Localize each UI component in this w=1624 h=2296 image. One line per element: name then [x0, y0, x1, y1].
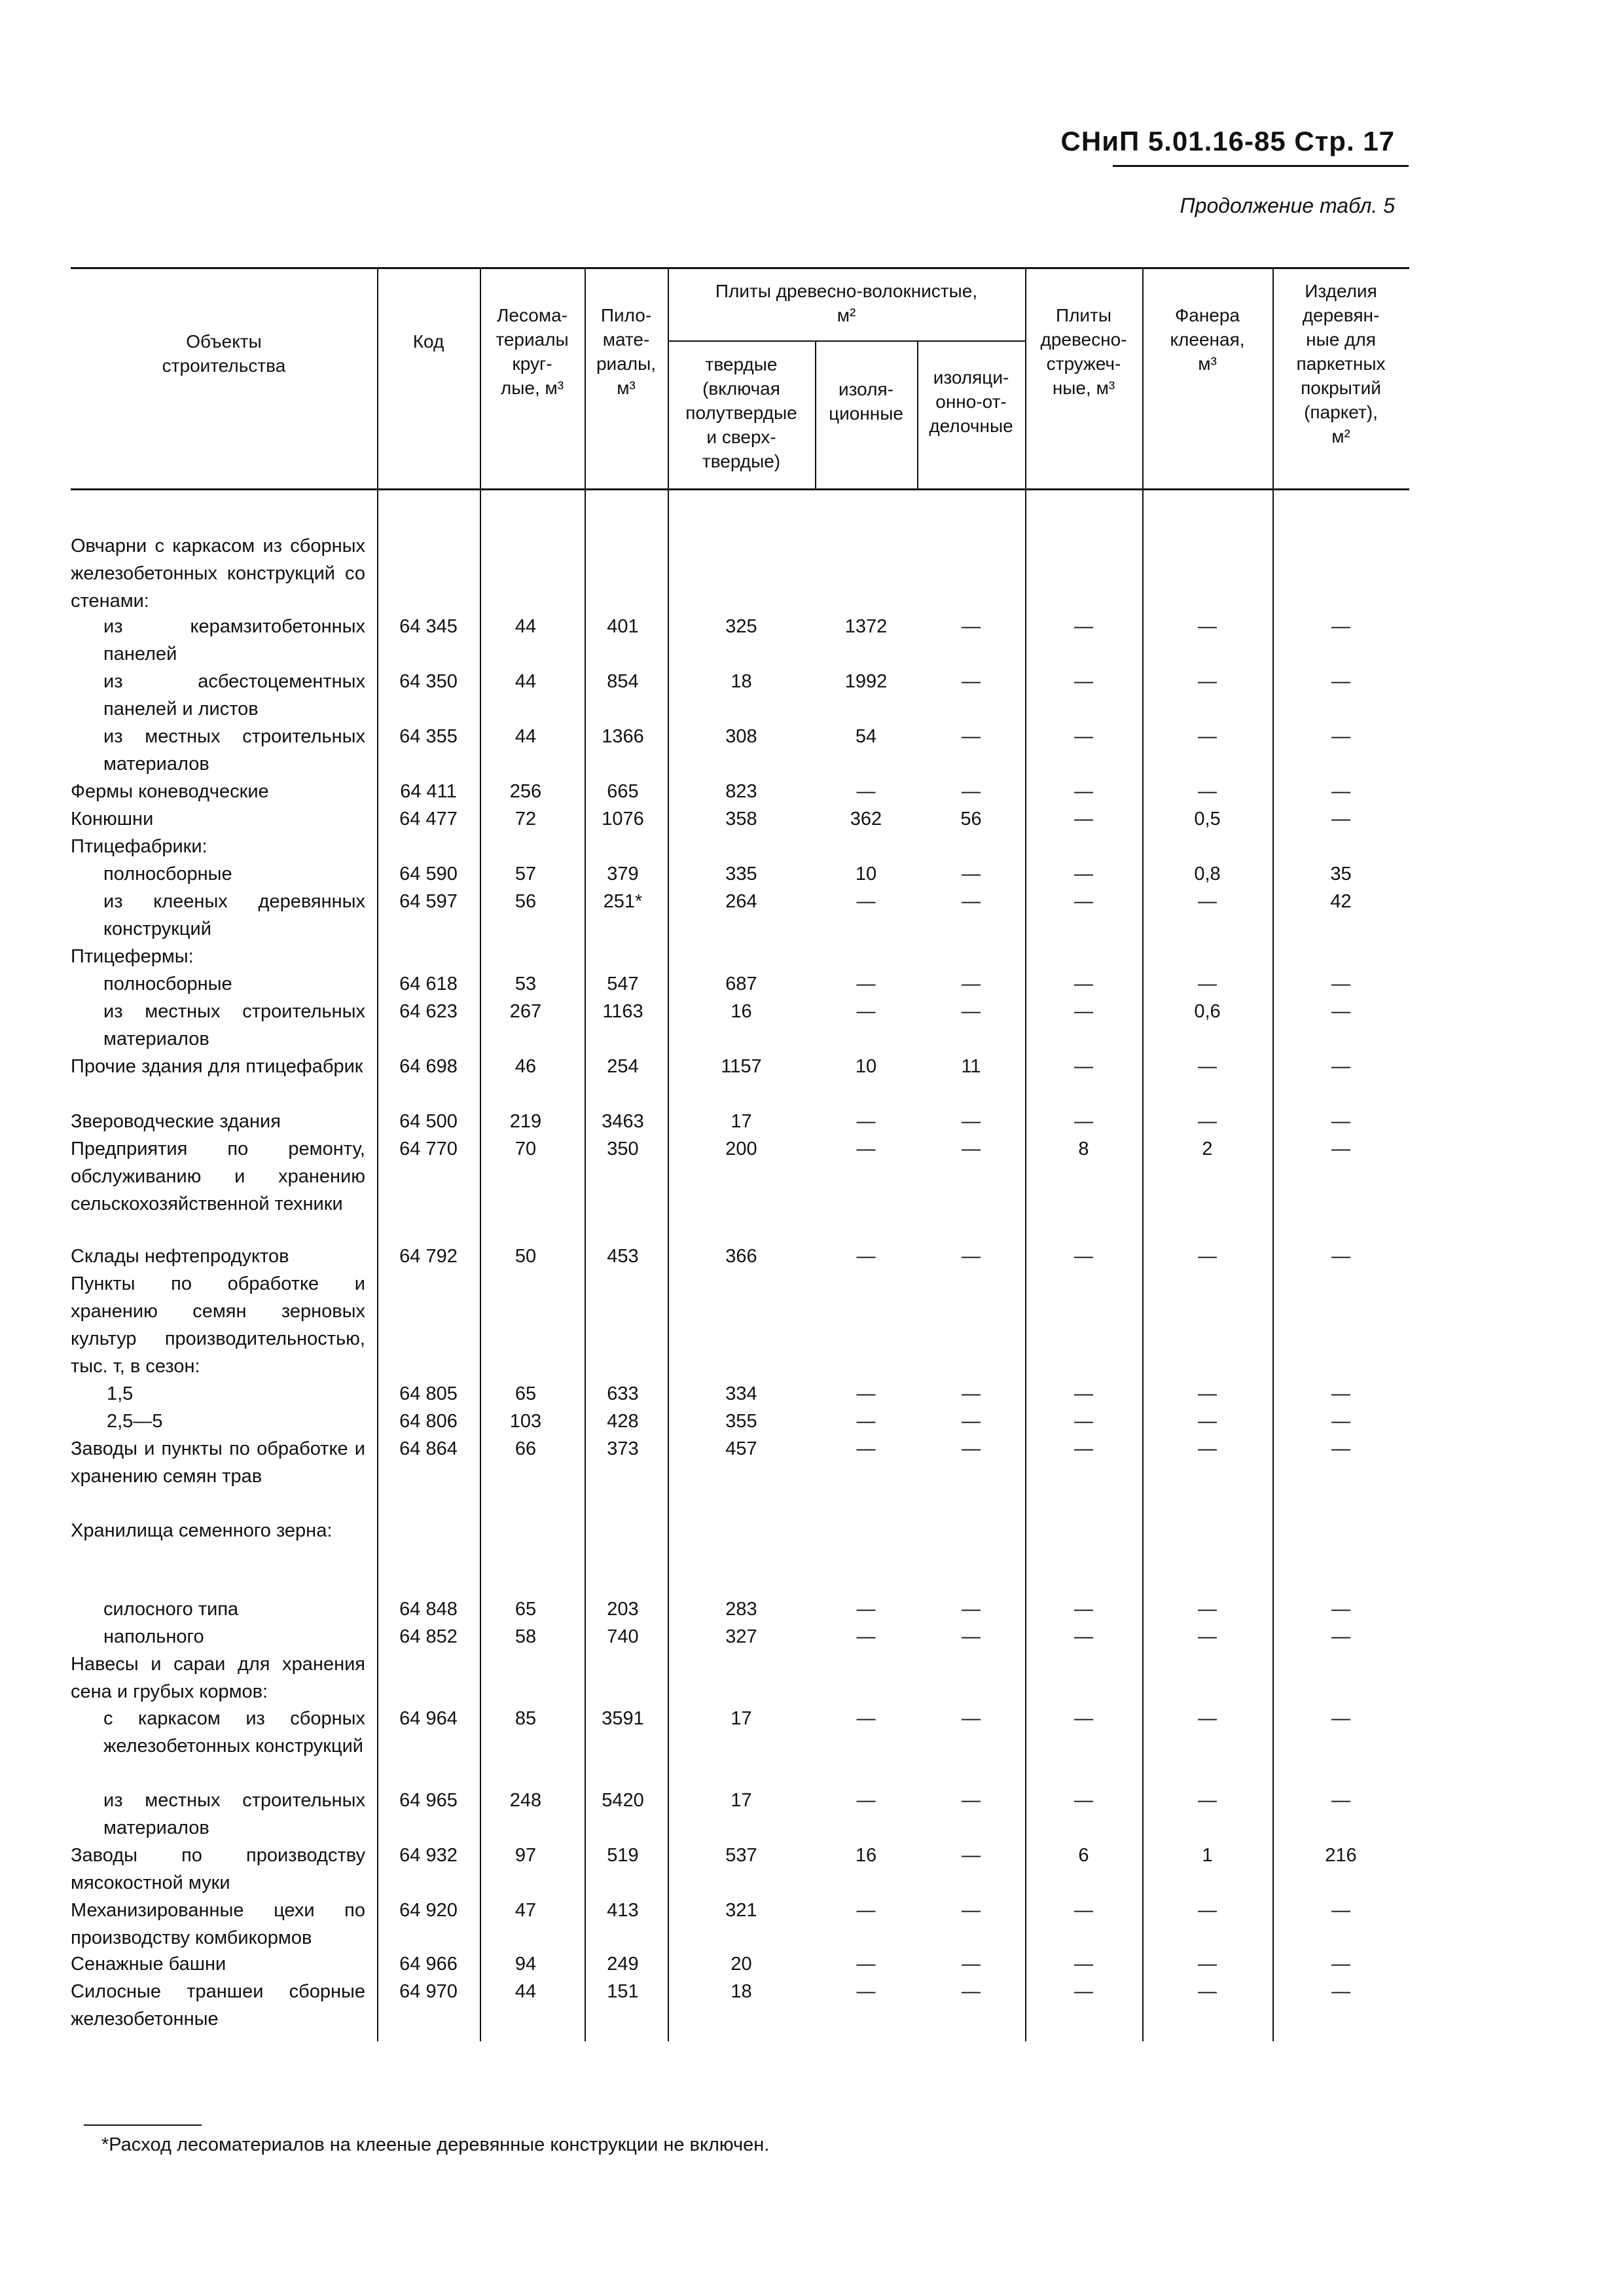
row-code: 64 864: [399, 1438, 458, 1459]
cell-dash: —: [1331, 1111, 1350, 1132]
cell-dash: —: [1074, 974, 1093, 994]
cell-value: 413: [607, 1900, 639, 1921]
cell-value: 216: [1325, 1845, 1357, 1866]
cell-dash: —: [1198, 726, 1217, 747]
cell-dash: —: [856, 891, 876, 912]
cell-dash: —: [1074, 1056, 1093, 1077]
cell-dash: —: [1074, 1411, 1093, 1432]
cell-dash: —: [962, 1708, 981, 1729]
row-label: Предприятия по ремонту, обслуживанию и хранению сельскохозяйственной техники: [71, 1139, 365, 1214]
cell-value: 44: [514, 616, 537, 637]
cell-dash: —: [962, 781, 981, 802]
cell-dash: —: [962, 1900, 981, 1921]
cell-dash: —: [1331, 1954, 1350, 1975]
cell-dash: —: [962, 974, 981, 994]
row-label: 2,5—5: [107, 1411, 163, 1432]
cell-dash: —: [1074, 1981, 1093, 2002]
col-header-particleboard: Плиты древесно- стружеч- ные, м³: [1040, 305, 1127, 398]
cell-dash: —: [1074, 864, 1093, 884]
cell-value: 16: [731, 1001, 752, 1022]
cell-dash: —: [1198, 1900, 1217, 1921]
cell-dash: —: [1331, 1411, 1350, 1432]
row-code: 64 852: [399, 1626, 458, 1647]
cell-dash: —: [856, 1790, 876, 1811]
row-code: 64 805: [399, 1383, 458, 1404]
cell-dash: —: [962, 1981, 981, 2002]
row-code: 64 590: [399, 864, 458, 884]
cell-value: 254: [607, 1056, 639, 1077]
cell-value: 85: [514, 1708, 537, 1729]
cell-value: 57: [514, 864, 537, 884]
cell-value: 0,6: [1194, 1001, 1221, 1022]
row-code: 64 965: [399, 1790, 458, 1811]
row-label: из местных строительных материалов: [103, 1790, 365, 1838]
col-header-insulating: изоля- ционные: [829, 379, 903, 424]
row-label: из клееных деревянных конструкций: [103, 891, 365, 939]
cell-value: 44: [514, 671, 537, 692]
cell-value: 72: [514, 809, 537, 829]
row-code: 64 477: [399, 809, 458, 829]
cell-dash: —: [962, 1246, 981, 1267]
footnote-rule: [84, 2124, 202, 2126]
cell-dash: —: [856, 1383, 876, 1404]
col-header-sawn: Пило- мате- риалы, м³: [596, 305, 657, 398]
cell-dash: —: [856, 1626, 876, 1647]
cell-value: 334: [725, 1383, 757, 1404]
materials-table: [71, 267, 1409, 2041]
cell-dash: —: [1198, 1438, 1217, 1459]
cell-value: 3591: [602, 1708, 644, 1729]
cell-dash: —: [1198, 1599, 1217, 1620]
row-label: Силосные траншеи сборные железобетонные: [71, 1981, 365, 2030]
cell-dash: —: [856, 1708, 876, 1729]
cell-dash: —: [1198, 671, 1217, 692]
cell-dash: —: [962, 1383, 981, 1404]
cell-value: 44: [514, 1981, 537, 2002]
row-label: силосного типа: [103, 1599, 239, 1620]
cell-dash: —: [1074, 1954, 1093, 1975]
row-label: Овчарни с каркасом из сборных железобетонных конструкций со стенами:: [71, 536, 365, 611]
row-code: 64 350: [399, 671, 458, 692]
cell-dash: —: [1331, 781, 1350, 802]
cell-value: 547: [607, 974, 639, 994]
cell-value: 56: [960, 809, 982, 829]
cell-value: 665: [607, 781, 639, 802]
row-code: 64 597: [399, 891, 458, 912]
cell-value: 17: [731, 1111, 752, 1132]
cell-dash: —: [962, 671, 981, 692]
cell-dash: —: [856, 1411, 876, 1432]
cell-value: 740: [607, 1626, 639, 1647]
row-label: из местных строительных материалов: [103, 726, 365, 774]
cell-value: 11: [961, 1056, 981, 1077]
cell-value: 203: [607, 1599, 639, 1620]
cell-dash: —: [1331, 974, 1350, 994]
cell-dash: —: [1074, 809, 1093, 829]
cell-value: 1372: [844, 616, 888, 637]
col-header-code: Код: [412, 331, 444, 352]
row-label: Склады нефтепродуктов: [71, 1246, 289, 1267]
cell-dash: —: [1198, 616, 1217, 637]
cell-value: 537: [725, 1845, 757, 1866]
row-label: Сенажные башни: [71, 1954, 226, 1975]
cell-value: 264: [725, 891, 757, 912]
cell-value: 151: [607, 1981, 639, 2002]
cell-value: 428: [607, 1411, 639, 1432]
cell-value: 20: [731, 1954, 752, 1975]
cell-value: 358: [725, 809, 757, 829]
cell-dash: —: [1198, 1626, 1217, 1647]
col-header-parquet: Изделия деревян- ные для паркетных покрытий (паркет), м²: [1296, 281, 1386, 446]
col-header-plywood: Фанера клееная, м³: [1170, 305, 1245, 374]
row-label: Пункты по обработке и хранению семян зерновых культур производительностью, тыс. т, в сезон:: [71, 1273, 365, 1377]
cell-dash: —: [1331, 1626, 1350, 1647]
cell-dash: —: [1198, 1383, 1217, 1404]
cell-value: 8: [1078, 1139, 1089, 1159]
footnote: *Расход лесоматериалов на клееные деревянные конструкции не включен.: [101, 2134, 770, 2155]
cell-dash: —: [1331, 1599, 1350, 1620]
cell-value: 1366: [602, 726, 644, 747]
row-code: 64 411: [400, 781, 457, 802]
cell-dash: —: [962, 1954, 981, 1975]
cell-value: 10: [855, 1056, 877, 1077]
cell-value: 1163: [602, 1001, 643, 1022]
cell-value: 453: [607, 1246, 639, 1267]
row-code: 64 618: [399, 974, 458, 994]
cell-value: 350: [607, 1139, 639, 1159]
row-label: 1,5: [107, 1383, 134, 1404]
cell-dash: —: [1198, 1954, 1217, 1975]
cell-dash: —: [1074, 1383, 1093, 1404]
cell-value: 58: [514, 1626, 537, 1647]
row-code: 64 848: [399, 1599, 458, 1620]
cell-dash: —: [856, 1900, 876, 1921]
cell-value: 362: [850, 809, 882, 829]
cell-value: 256: [509, 781, 542, 802]
row-code: 64 920: [399, 1900, 458, 1921]
cell-dash: —: [1074, 1708, 1093, 1729]
cell-value: 66: [514, 1438, 537, 1459]
cell-dash: —: [1331, 1383, 1350, 1404]
cell-value: 1992: [844, 671, 888, 692]
cell-value: 457: [725, 1438, 757, 1459]
row-code: 64 806: [399, 1411, 458, 1432]
col-header-roundwood: Лесома- териалы круг- лые, м³: [496, 305, 569, 398]
cell-value: 1: [1202, 1845, 1213, 1866]
cell-dash: —: [1331, 1900, 1350, 1921]
row-code: 64 623: [399, 1001, 458, 1022]
subheader-rule: [668, 340, 1025, 342]
row-code: 64 966: [399, 1954, 458, 1975]
row-code: 64 500: [399, 1111, 458, 1132]
row-code: 64 770: [399, 1139, 458, 1159]
row-code: 64 932: [399, 1845, 458, 1866]
cell-value: 687: [725, 974, 757, 994]
cell-value: 308: [725, 726, 757, 747]
cell-dash: —: [962, 1599, 981, 1620]
cell-dash: —: [962, 864, 981, 884]
cell-value: 321: [725, 1900, 757, 1921]
col-header-hard: твердые (включая полутвердые и сверх- твердые): [685, 354, 797, 471]
cell-dash: —: [962, 1845, 981, 1866]
cell-dash: —: [1074, 726, 1093, 747]
cell-dash: —: [1331, 671, 1350, 692]
cell-value: 366: [725, 1246, 757, 1267]
cell-dash: —: [1198, 781, 1217, 802]
row-code: 64 964: [399, 1708, 458, 1729]
cell-dash: —: [1331, 616, 1350, 637]
cell-value: 1076: [602, 809, 644, 829]
cell-value: 10: [855, 864, 877, 884]
cell-value: 65: [514, 1383, 537, 1404]
cell-value: 46: [514, 1056, 537, 1077]
cell-dash: —: [1198, 1708, 1217, 1729]
cell-value: 94: [514, 1954, 537, 1975]
row-label: из керамзитобетонных панелей: [103, 616, 365, 665]
cell-value: 70: [514, 1139, 537, 1159]
header-rule: [1113, 165, 1409, 167]
cell-value: 519: [607, 1845, 639, 1866]
row-label: полносборные: [103, 974, 232, 994]
cell-value: 3463: [602, 1111, 644, 1132]
cell-value: 18: [731, 671, 752, 692]
table-top-rule: [71, 267, 1409, 269]
cell-dash: —: [1198, 1981, 1217, 2002]
cell-dash: —: [1074, 1001, 1093, 1022]
cell-dash: —: [856, 1246, 876, 1267]
cell-value: 251*: [603, 891, 643, 912]
cell-value: 103: [509, 1411, 542, 1432]
cell-value: 823: [725, 781, 757, 802]
cell-dash: —: [1331, 1708, 1350, 1729]
cell-dash: —: [856, 1438, 876, 1459]
row-code: 64 355: [399, 726, 458, 747]
row-label: полносборные: [103, 864, 232, 884]
cell-value: 283: [725, 1599, 757, 1620]
row-code: 64 698: [399, 1056, 458, 1077]
cell-value: 42: [1330, 891, 1352, 912]
row-label: Хранилища семенного зерна:: [71, 1520, 333, 1541]
cell-dash: —: [1198, 1411, 1217, 1432]
cell-value: 65: [514, 1599, 537, 1620]
cell-value: 18: [731, 1981, 752, 2002]
cell-value: 97: [514, 1845, 537, 1866]
cell-value: 5420: [602, 1790, 644, 1811]
row-label: Птицефабрики:: [71, 836, 208, 857]
cell-dash: —: [1331, 1246, 1350, 1267]
cell-dash: —: [1074, 1599, 1093, 1620]
row-label: Заводы и пункты по обработке и хранению семян трав: [71, 1438, 365, 1487]
cell-dash: —: [856, 1981, 876, 2002]
cell-dash: —: [1331, 1056, 1350, 1077]
cell-dash: —: [1198, 1056, 1217, 1077]
cell-value: 17: [731, 1708, 752, 1729]
cell-value: 6: [1078, 1845, 1089, 1866]
cell-value: 2: [1202, 1139, 1213, 1159]
col-header-insul-finish: изоляци- онно-от- делочные: [929, 367, 1013, 436]
cell-value: 327: [725, 1626, 757, 1647]
cell-dash: —: [856, 781, 876, 802]
row-label: Прочие здания для птицефабрик: [71, 1056, 363, 1077]
row-code: 64 345: [399, 616, 458, 637]
cell-dash: —: [1331, 1139, 1350, 1159]
row-label: Механизированные цехи по производству комбикормов: [71, 1900, 365, 1948]
cell-dash: —: [1331, 1790, 1350, 1811]
cell-value: 854: [607, 671, 639, 692]
cell-dash: —: [1331, 726, 1350, 747]
cell-dash: —: [962, 1139, 981, 1159]
cell-value: 379: [607, 864, 639, 884]
cell-dash: —: [1198, 1111, 1217, 1132]
cell-value: 35: [1330, 864, 1352, 884]
row-code: 64 970: [399, 1981, 458, 2002]
cell-value: 1157: [721, 1056, 762, 1077]
cell-value: 47: [514, 1900, 537, 1921]
cell-dash: —: [856, 1111, 876, 1132]
cell-value: 53: [514, 974, 537, 994]
table-header-rule: [71, 488, 1409, 490]
cell-dash: —: [1198, 974, 1217, 994]
cell-value: 325: [725, 616, 757, 637]
cell-dash: —: [1074, 1111, 1093, 1132]
page-header-title: СНиП 5.01.16-85 Стр. 17: [1060, 126, 1395, 156]
row-label: с каркасом из сборных железобетонных конструкций: [103, 1708, 365, 1757]
col-header-objects: Объекты строительства: [162, 331, 286, 376]
cell-dash: —: [856, 1001, 876, 1022]
cell-dash: —: [962, 1411, 981, 1432]
row-label: Конюшни: [71, 809, 154, 829]
cell-value: 56: [514, 891, 537, 912]
cell-value: 633: [607, 1383, 639, 1404]
cell-dash: —: [962, 1001, 981, 1022]
cell-dash: —: [1331, 1438, 1350, 1459]
row-label: Фермы коневодческие: [71, 781, 269, 802]
cell-dash: —: [1331, 809, 1350, 829]
cell-dash: —: [1198, 1246, 1217, 1267]
row-code: 64 792: [399, 1246, 458, 1267]
cell-value: 401: [607, 616, 639, 637]
cell-value: 50: [514, 1246, 537, 1267]
cell-dash: —: [856, 974, 876, 994]
cell-dash: —: [962, 726, 981, 747]
cell-dash: —: [856, 1599, 876, 1620]
row-label: Заводы по производству мясокостной муки: [71, 1845, 365, 1893]
cell-dash: —: [1074, 616, 1093, 637]
cell-dash: —: [962, 1438, 981, 1459]
cell-value: 373: [607, 1438, 639, 1459]
cell-dash: —: [1074, 891, 1093, 912]
cell-value: 248: [509, 1790, 542, 1811]
cell-value: 219: [509, 1111, 542, 1132]
cell-dash: —: [1198, 891, 1217, 912]
cell-dash: —: [1331, 1981, 1350, 2002]
col-header-fiberboard-group: Плиты древесно-волокнистые, м²: [715, 281, 978, 325]
row-label: Птицефермы:: [71, 946, 194, 967]
cell-value: 0,5: [1194, 809, 1221, 829]
cell-dash: —: [1198, 1790, 1217, 1811]
cell-dash: —: [1074, 1900, 1093, 1921]
table-continuation-label: Продолжение табл. 5: [1180, 194, 1395, 217]
cell-dash: —: [962, 1790, 981, 1811]
cell-value: 335: [725, 864, 757, 884]
cell-value: 0,8: [1194, 864, 1221, 884]
cell-dash: —: [1074, 1246, 1093, 1267]
cell-value: 16: [855, 1845, 877, 1866]
cell-value: 200: [725, 1139, 757, 1159]
row-label: из местных строительных материалов: [103, 1001, 365, 1049]
cell-value: 249: [607, 1954, 639, 1975]
row-label: Звероводческие здания: [71, 1111, 281, 1132]
cell-dash: —: [1074, 1626, 1093, 1647]
cell-dash: —: [962, 1626, 981, 1647]
row-label: Навесы и сараи для хранения сена и грубых кормов:: [71, 1654, 365, 1702]
cell-dash: —: [962, 891, 981, 912]
cell-value: 54: [855, 726, 877, 747]
cell-value: 17: [731, 1790, 752, 1811]
cell-dash: —: [1074, 671, 1093, 692]
cell-dash: —: [962, 616, 981, 637]
row-label: напольного: [103, 1626, 204, 1647]
cell-dash: —: [962, 1111, 981, 1132]
cell-dash: —: [1074, 1438, 1093, 1459]
cell-dash: —: [856, 1954, 876, 1975]
cell-dash: —: [1331, 1001, 1350, 1022]
cell-dash: —: [856, 1139, 876, 1159]
cell-value: 267: [509, 1001, 542, 1022]
row-label: из асбестоцементных панелей и листов: [103, 671, 365, 720]
cell-value: 355: [725, 1411, 757, 1432]
cell-value: 44: [514, 726, 537, 747]
cell-dash: —: [1074, 781, 1093, 802]
cell-dash: —: [1074, 1790, 1093, 1811]
